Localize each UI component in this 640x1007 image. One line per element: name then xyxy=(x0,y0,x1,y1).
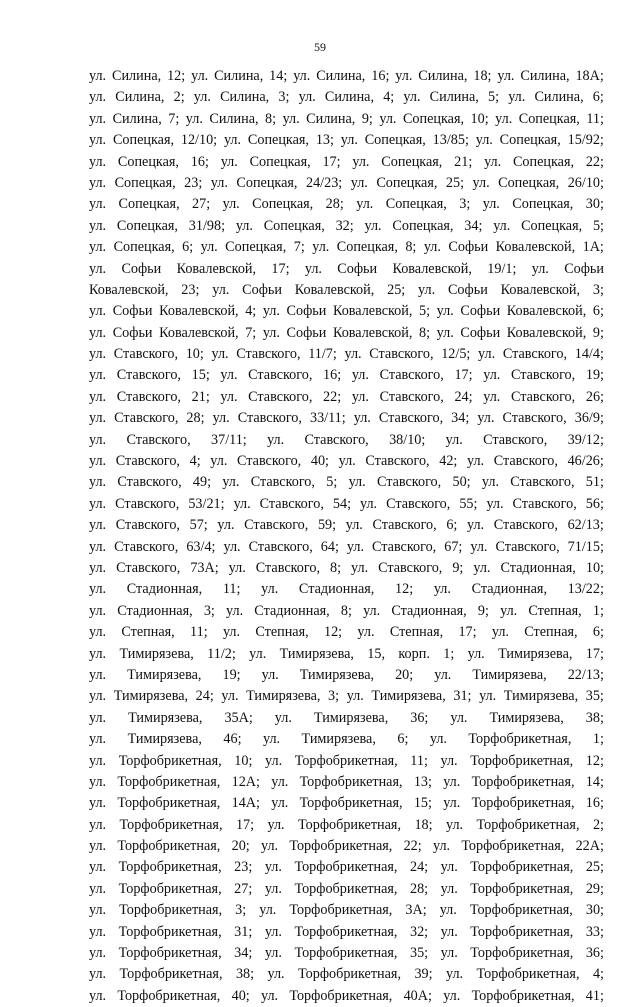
text-line: ул. Сопецкая, 6; ул. Сопецкая, 7; ул. Сопецкая, 8; ул. Софьи Ковалевской, 1А; xyxy=(89,239,604,256)
text-line: ул. Стадионная, 3; ул. Стадионная, 8; ул. Стадионная, 9; ул. Степная, 1; xyxy=(89,602,604,619)
text-line: ул. Торфобрикетная, 3; ул. Торфобрикетная, 3А; ул. Торфобрикетная, 30; xyxy=(89,902,604,919)
text-line: ул. Тимирязева, 24; ул. Тимирязева, 3; ул. Тимирязева, 31; ул. Тимирязева, 35; xyxy=(89,688,604,705)
text-line: ул. Торфобрикетная, 23; ул. Торфобрикетная, 24; ул. Торфобрикетная, 25; xyxy=(89,859,604,876)
text-line: ул. Сопецкая, 16; ул. Сопецкая, 17; ул. Сопецкая, 21; ул. Сопецкая, 22; xyxy=(89,153,604,170)
text-line: ул. Силина, 7; ул. Силина, 8; ул. Силина, 9; ул. Сопецкая, 10; ул. Сопецкая, 11; xyxy=(89,110,604,127)
text-line: ул. Ставского, 10; ул. Ставского, 11/7; ул. Ставского, 12/5; ул. Ставского, 14/4; xyxy=(89,346,604,363)
text-line: ул. Стадионная, 11; ул. Стадионная, 12; ул. Стадионная, 13/22; xyxy=(89,581,604,598)
text-line: ул. Ставского, 28; ул. Ставского, 33/11; ул. Ставского, 34; ул. Ставского, 36/9; xyxy=(89,410,604,427)
text-line: ул. Ставского, 53/21; ул. Ставского, 54; ул. Ставского, 55; ул. Ставского, 56; xyxy=(89,495,604,512)
text-line: ул. Ставского, 37/11; ул. Ставского, 38/10; ул. Ставского, 39/12; xyxy=(89,431,604,448)
address-list-paragraph xyxy=(89,66,604,1007)
text-line: ул. Софьи Ковалевской, 4; ул. Софьи Ковалевской, 5; ул. Софьи Ковалевской, 6; xyxy=(89,303,604,320)
text-line: ул. Софьи Ковалевской, 17; ул. Софьи Ковалевской, 19/1; ул. Софьи xyxy=(89,260,604,277)
text-line: ул. Сопецкая, 27; ул. Сопецкая, 28; ул. Сопецкая, 3; ул. Сопецкая, 30; xyxy=(89,196,604,213)
text-line: ул. Ставского, 57; ул. Ставского, 59; ул. Ставского, 6; ул. Ставского, 62/13; xyxy=(89,517,604,534)
text-line: ул. Торфобрикетная, 14А; ул. Торфобрикетная, 15; ул. Торфобрикетная, 16; xyxy=(89,795,604,812)
text-line: ул. Торфобрикетная, 10; ул. Торфобрикетная, 11; ул. Торфобрикетная, 12; xyxy=(89,752,604,769)
text-line: ул. Софьи Ковалевской, 7; ул. Софьи Ковалевской, 8; ул. Софьи Ковалевской, 9; xyxy=(89,324,604,341)
text-line: ул. Сопецкая, 31/98; ул. Сопецкая, 32; ул. Сопецкая, 34; ул. Сопецкая, 5; xyxy=(89,217,604,234)
text-line: ул. Силина, 12; ул. Силина, 14; ул. Силина, 16; ул. Силина, 18; ул. Силина, 18А; xyxy=(89,68,604,84)
text-line: ул. Торфобрикетная, 40; ул. Торфобрикетная, 40А; ул. Торфобрикетная, 41; xyxy=(89,987,604,1004)
text-line: ул. Ставского, 4; ул. Ставского, 40; ул. Ставского, 42; ул. Ставского, 46/26; xyxy=(89,453,604,470)
page-number: 59 xyxy=(314,40,326,54)
text-line: ул. Тимирязева, 11/2; ул. Тимирязева, 15, корп. 1; ул. Тимирязева, 17; xyxy=(89,645,604,662)
text-line: ул. Тимирязева, 35А; ул. Тимирязева, 36; ул. Тимирязева, 38; xyxy=(89,709,604,726)
text-line: ул. Торфобрикетная, 17; ул. Торфобрикетная, 18; ул. Торфобрикетная, 2; xyxy=(89,816,604,833)
text-line: ул. Ставского, 21; ул. Ставского, 22; ул. Ставского, 24; ул. Ставского, 26; xyxy=(89,388,604,405)
text-line: ул. Торфобрикетная, 12А; ул. Торфобрикетная, 13; ул. Торфобрикетная, 14; xyxy=(89,773,604,790)
text-line: ул. Тимирязева, 46; ул. Тимирязева, 6; ул. Торфобрикетная, 1; xyxy=(89,731,604,748)
text-line: ул. Ставского, 63/4; ул. Ставского, 64; ул. Ставского, 67; ул. Ставского, 71/15; xyxy=(89,538,604,555)
text-line: Ковалевской, 23; ул. Софьи Ковалевской, 25; ул. Софьи Ковалевской, 3; xyxy=(89,281,604,298)
text-line: ул. Степная, 11; ул. Степная, 12; ул. Степная, 17; ул. Степная, 6; xyxy=(89,624,604,641)
text-line: ул. Торфобрикетная, 34; ул. Торфобрикетная, 35; ул. Торфобрикетная, 36; xyxy=(89,945,604,962)
text-line: ул. Торфобрикетная, 38; ул. Торфобрикетная, 39; ул. Торфобрикетная, 4; xyxy=(89,966,604,983)
text-line: ул. Торфобрикетная, 27; ул. Торфобрикетная, 28; ул. Торфобрикетная, 29; xyxy=(89,880,604,897)
text-line: ул. Ставского, 49; ул. Ставского, 5; ул. Ставского, 50; ул. Ставского, 51; xyxy=(89,474,604,491)
text-line: ул. Сопецкая, 12/10; ул. Сопецкая, 13; ул. Сопецкая, 13/85; ул. Сопецкая, 15/92; xyxy=(89,132,604,149)
text-line: ул. Торфобрикетная, 20; ул. Торфобрикетная, 22; ул. Торфобрикетная, 22А; xyxy=(89,838,604,855)
text-line: ул. Сопецкая, 23; ул. Сопецкая, 24/23; ул. Сопецкая, 25; ул. Сопецкая, 26/10; xyxy=(89,174,604,191)
text-line: ул. Ставского, 73А; ул. Ставского, 8; ул. Ставского, 9; ул. Стадионная, 10; xyxy=(89,559,604,576)
text-line: ул. Торфобрикетная, 31; ул. Торфобрикетная, 32; ул. Торфобрикетная, 33; xyxy=(89,923,604,940)
text-line: ул. Силина, 2; ул. Силина, 3; ул. Силина, 4; ул. Силина, 5; ул. Силина, 6; xyxy=(89,89,604,106)
text-line: ул. Ставского, 15; ул. Ставского, 16; ул. Ставского, 17; ул. Ставского, 19; xyxy=(89,367,604,384)
text-line: ул. Тимирязева, 19; ул. Тимирязева, 20; ул. Тимирязева, 22/13; xyxy=(89,666,604,683)
